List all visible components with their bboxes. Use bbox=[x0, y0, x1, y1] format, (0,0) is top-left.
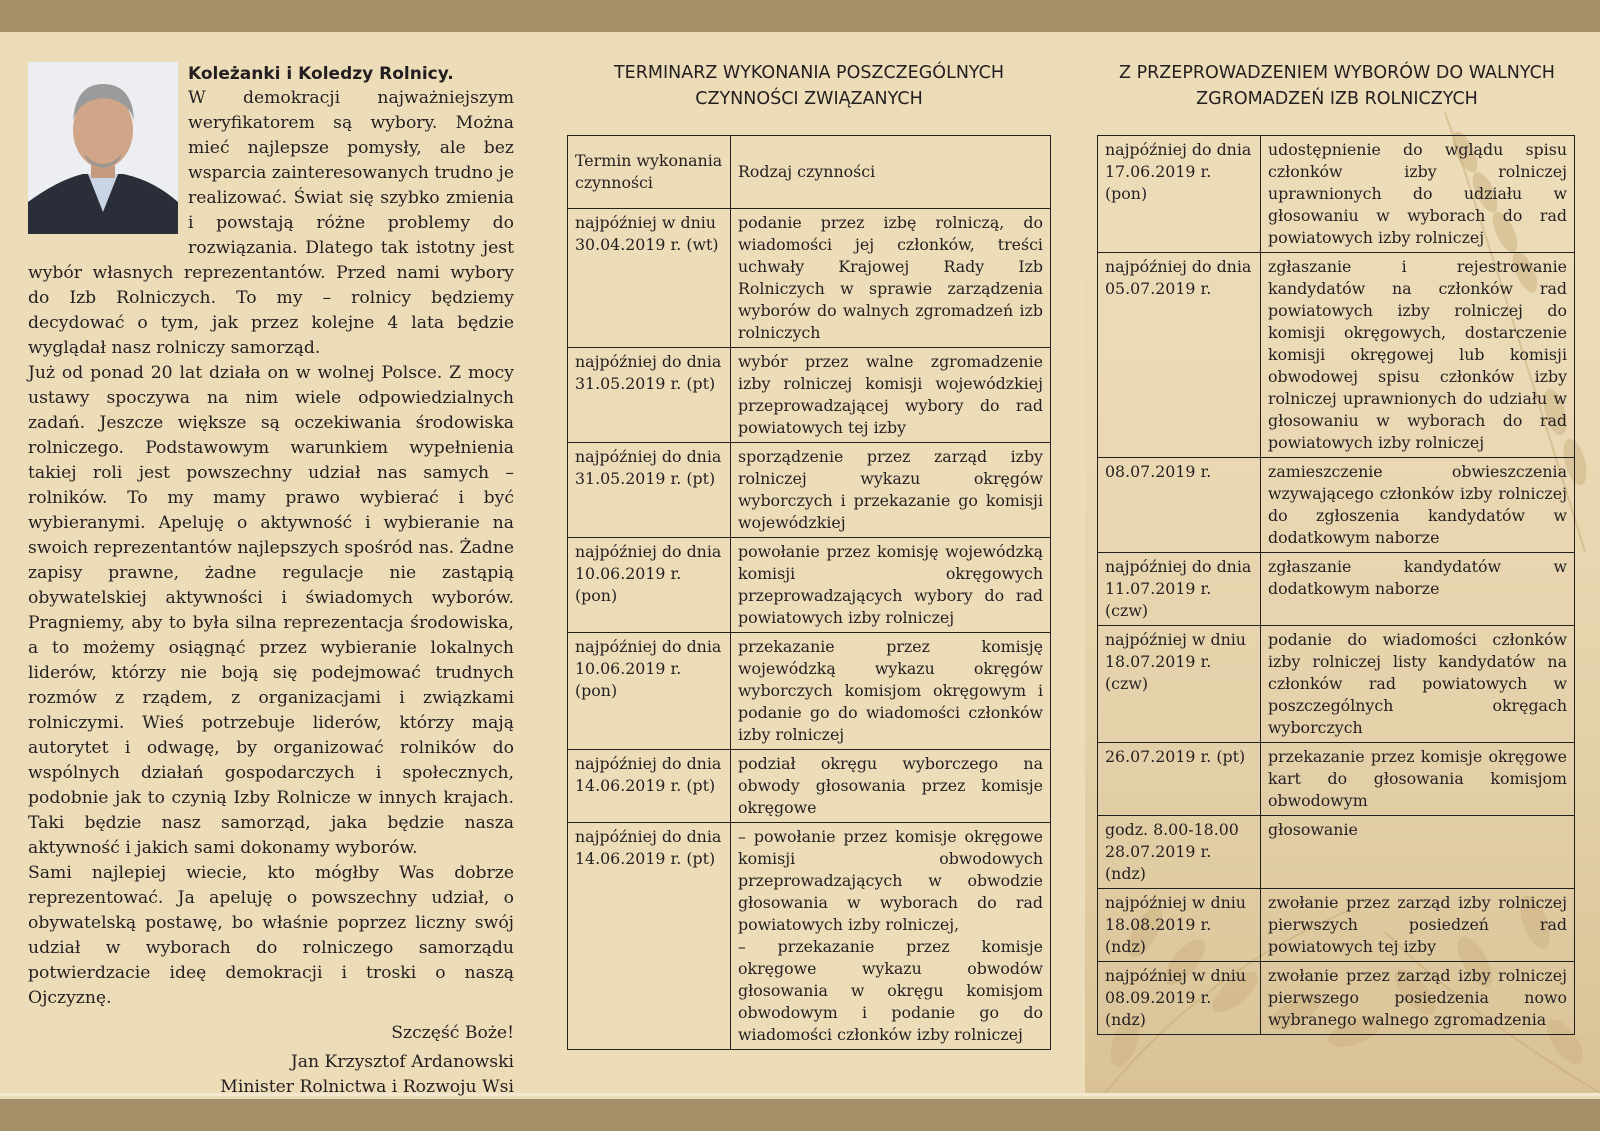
row-date: najpóźniej do dnia 17.06.2019 r. (pon) bbox=[1098, 136, 1261, 253]
author-name: Jan Krzysztof Ardanowski bbox=[290, 1052, 514, 1072]
table-row bbox=[1098, 553, 1575, 626]
minister-portrait bbox=[28, 62, 178, 234]
table-row bbox=[1098, 136, 1575, 253]
heading-line: ZGROMADZEŃ IZB ROLNICZYCH bbox=[1196, 89, 1478, 109]
row-action: udostępnienie do wglądu spisu członków izby rolniczej uprawnionych do udziału w głosowaniu w wyborach do rad powiatowych izby rolniczej bbox=[1261, 136, 1575, 253]
table-row bbox=[568, 538, 1051, 633]
row-action: powołanie przez komisję wojewódzką komisji okręgowych przeprowadzających wybory do rad powiatowych izby rolniczej bbox=[731, 538, 1051, 633]
table-row bbox=[1098, 626, 1575, 743]
row-date: najpóźniej w dniu 30.04.2019 r. (wt) bbox=[568, 209, 731, 348]
row-date: najpóźniej do dnia 14.06.2019 r. (pt) bbox=[568, 823, 731, 1050]
row-date: godz. 8.00-18.00 28.07.2019 r. (ndz) bbox=[1098, 816, 1261, 889]
letter-paragraph-1: W demokracji najważniejszym weryfikatorem są wybory. Można mieć najlepsze pomysły, ale bez wsparcia zainteresowanych trudno je realizować. Świat się szybko zmienia i powstają różne problemy do rozwiązania. Dlatego tak istotny jest wybór własnych reprezentantów. Przed nami wybory do Izb Rolniczych. To my – rolnicy będziemy decydować o tym, jak przez kolejne 4 lata będzie wyglądał nasz rolniczy samorząd. bbox=[28, 88, 514, 358]
row-action: przekazanie przez komisje okręgowe kart do głosowania komisjom obwodowym bbox=[1261, 743, 1575, 816]
row-date: 26.07.2019 r. (pt) bbox=[1098, 743, 1261, 816]
table-row bbox=[568, 823, 1051, 1050]
row-action: wybór przez walne zgromadzenie izby rolniczej komisji wojewódzkiej przeprowadzającej wybory do rad powiatowych tej izby bbox=[731, 348, 1051, 443]
row-action: podanie przez izbę rolniczą, do wiadomości jej członków, treści uchwały Krajowej Rady Izb Rolniczych w sprawie zarządzenia wyborów do walnych zgromadzeń izb rolniczych bbox=[731, 209, 1051, 348]
table-row bbox=[568, 348, 1051, 443]
letter-paragraph-3: Sami najlepiej wiecie, kto mógłby Was dobrze reprezentować. Ja apeluję o powszechny udział, o obywatelską postawę, bo właśnie poprzez liczny swój udział w wyborach do rolniczego samorządu potwierdzacie ideę demokracji i troski o naszą Ojczyznę. bbox=[28, 863, 514, 1008]
table-row bbox=[1098, 889, 1575, 962]
row-action: zamieszczenie obwieszczenia wzywającego członków izby rolniczej do zgłoszenia kandydatów w dodatkowym naborze bbox=[1261, 458, 1575, 553]
row-date: najpóźniej w dniu 18.07.2019 r. (czw) bbox=[1098, 626, 1261, 743]
bottom-band bbox=[0, 1099, 1600, 1131]
author-position: Minister Rolnictwa i Rozwoju Wsi bbox=[220, 1077, 514, 1097]
row-action bbox=[731, 823, 1051, 1050]
table-row bbox=[568, 750, 1051, 823]
column-header-term: Termin wykonania czynności bbox=[568, 136, 731, 209]
schedule-table-part2 bbox=[1097, 135, 1575, 1035]
row-date: najpóźniej do dnia 11.07.2019 r. (czw) bbox=[1098, 553, 1261, 626]
closing-blessing: Szczęść Boże! bbox=[391, 1023, 514, 1043]
row-date: najpóźniej do dnia 31.05.2019 r. (pt) bbox=[568, 443, 731, 538]
row-action-item: – przekazanie przez komisje okręgowe wykazu obwodów głosowania w okręgu komisjom obwodowym i podanie go do wiadomości członków izby rolniczej bbox=[738, 937, 1043, 1044]
table-row bbox=[1098, 816, 1575, 889]
heading-line: TERMINARZ WYKONANIA POSZCZEGÓLNYCH bbox=[613, 63, 1005, 83]
schedule-table-part1 bbox=[567, 135, 1051, 1050]
table-header-row bbox=[568, 136, 1051, 209]
heading-line: CZYNNOŚCI ZWIĄZANYCH bbox=[695, 89, 923, 109]
row-action: podanie do wiadomości członków izby rolniczej listy kandydatów na członków rad powiatowych w poszczególnych okręgach wyborczych bbox=[1261, 626, 1575, 743]
row-date: 08.07.2019 r. bbox=[1098, 458, 1261, 553]
row-action: zgłaszanie kandydatów w dodatkowym naborze bbox=[1261, 553, 1575, 626]
row-action: podział okręgu wyborczego na obwody głosowania przez komisje okręgowe bbox=[731, 750, 1051, 823]
row-date: najpóźniej do dnia 10.06.2019 r. (pon) bbox=[568, 538, 731, 633]
table-row bbox=[1098, 743, 1575, 816]
row-date: najpóźniej do dnia 31.05.2019 r. (pt) bbox=[568, 348, 731, 443]
column-header-action: Rodzaj czynności bbox=[731, 136, 1051, 209]
table-row bbox=[568, 443, 1051, 538]
row-action: zwołanie przez zarząd izby rolniczej pierwszego posiedzenia nowo wybranego walnego zgromadzenia bbox=[1261, 962, 1575, 1035]
row-action: sporządzenie przez zarząd izby rolniczej wykazu okręgów wyborczych i przekazanie go komisji wojewódzkiej bbox=[731, 443, 1051, 538]
table-row bbox=[568, 633, 1051, 750]
schedule-heading-part2 bbox=[1097, 60, 1577, 112]
schedule-heading-part1 bbox=[567, 60, 1051, 112]
table-row bbox=[1098, 962, 1575, 1035]
row-action: przekazanie przez komisję wojewódzką wykazu okręgów wyborczych komisjom okręgowym i podanie go do wiadomości członków izby rolniczej bbox=[731, 633, 1051, 750]
row-date: najpóźniej w dniu 18.08.2019 r. (ndz) bbox=[1098, 889, 1261, 962]
row-date: najpóźniej do dnia 05.07.2019 r. bbox=[1098, 253, 1261, 458]
table-row bbox=[568, 209, 1051, 348]
row-action-item: – powołanie przez komisje okręgowe komisji obwodowych przeprowadzających w obwodzie głosowania w wyborach do rad powiatowych izby rolniczej, bbox=[738, 827, 1043, 934]
table-row bbox=[1098, 458, 1575, 553]
table-row bbox=[1098, 253, 1575, 458]
letter-column bbox=[28, 62, 514, 1100]
row-date: najpóźniej do dnia 10.06.2019 r. (pon) bbox=[568, 633, 731, 750]
row-action: głosowanie bbox=[1261, 816, 1575, 889]
row-date: najpóźniej do dnia 14.06.2019 r. (pt) bbox=[568, 750, 731, 823]
top-band bbox=[0, 0, 1600, 32]
row-action: zwołanie przez zarząd izby rolniczej pierwszych posiedzeń rad powiatowych tej izby bbox=[1261, 889, 1575, 962]
greeting: Koleżanki i Koledzy Rolnicy. bbox=[188, 64, 454, 84]
row-action: zgłaszanie i rejestrowanie kandydatów na członków rad powiatowych izby rolniczej do komisji okręgowych, dostarczenie komisji okręgowej lub komisji obwodowej spisu członków izby rolniczej uprawnionych do udziału w głosowaniu w wyborach do rad powiatowych izby rolniczej bbox=[1261, 253, 1575, 458]
heading-line: Z PRZEPROWADZENIEM WYBORÓW DO WALNYCH bbox=[1119, 63, 1555, 83]
letter-paragraph-2: Już od ponad 20 lat działa on w wolnej Polsce. Z mocy ustawy spoczywa na nim wiele odpowiedzialnych zadań. Jeszcze większe są oczekiwania środowiska rolniczego. Podstawowym warunkiem wypełnienia takiej roli jest powszechny udział nas samych – rolników. To my mamy prawo wybierać i być wybieranymi. Apeluję o aktywność i wybieranie na swoich reprezentantów najlepszych spośród nas. Żadne zapisy prawne, żadne regulacje nie zastąpią obywatelskiej aktywności i świadomych wyborów. Pragniemy, aby to była silna reprezentacja środowiska, a to możemy osiągnąć przez wybieranie lokalnych liderów, którzy nie boją się podejmować trudnych rozmów z rządem, z organizacjami i związkami rolniczymi. Wieś potrzebuje liderów, którzy mają autorytet i odwagę, by organizować rolników do wspólnych działań gospodarczych i społecznych, podobnie jak to czynią Izby Rolnicze w innych krajach. Taki będzie nasz samorząd, jaka będzie nasza aktywność i jakich sami dokonamy wyborów. bbox=[28, 363, 514, 858]
row-date: najpóźniej w dniu 08.09.2019 r. (ndz) bbox=[1098, 962, 1261, 1035]
